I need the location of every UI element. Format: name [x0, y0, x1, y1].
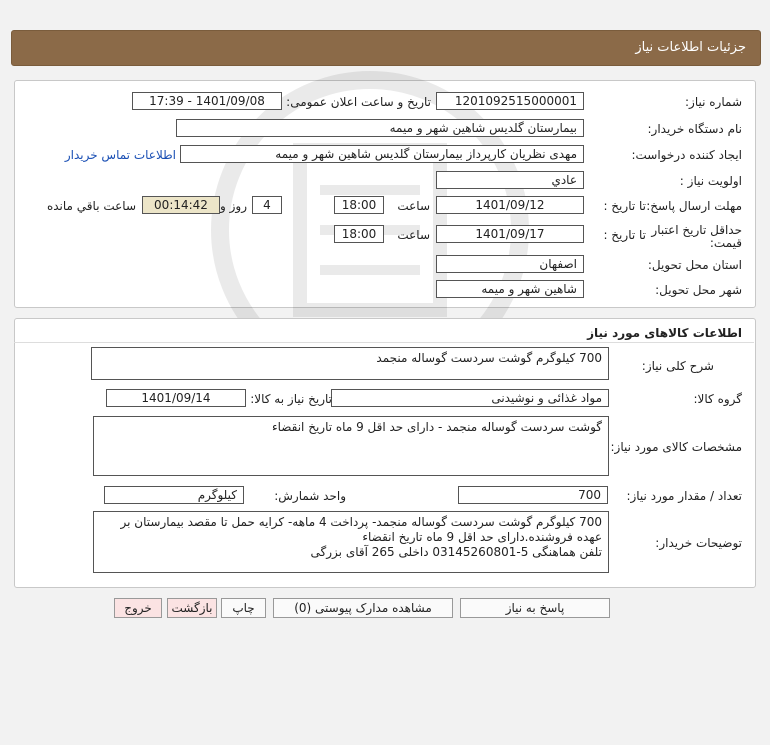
validity-to-date-label: تا تاریخ : [603, 228, 646, 242]
priority-field: عادي [436, 171, 584, 189]
view-attachments-button[interactable]: مشاهده مدارک پیوستی (0) [273, 598, 453, 618]
city-label: شهر محل تحویل: [655, 283, 742, 297]
remaining-time-label: ساعت باقي مانده [46, 199, 136, 213]
remaining-days-field: 4 [252, 196, 282, 214]
deadline-time-field: 18:00 [334, 196, 384, 214]
deadline-time-label: ساعت [397, 199, 430, 213]
page-title: جزئیات اطلاعات نیاز [635, 40, 746, 55]
goods-section-title: اطلاعات کالاهای مورد نیاز [587, 326, 742, 340]
announce-datetime-field: 1401/09/08 - 17:39 [132, 92, 282, 110]
goods-group-label: گروه کالا: [693, 392, 742, 406]
remaining-time-field: 00:14:42 [142, 196, 220, 214]
remaining-days-label: روز و [220, 199, 247, 213]
buyer-notes-label: توضیحات خریدار: [655, 536, 742, 550]
buyer-org-field: بیمارستان گلدیس شاهین شهر و میمه [176, 119, 584, 137]
price-validity-label: حداقل تاریخ اعتبار قیمت: [651, 223, 742, 250]
goods-group-field: مواد غذائی و نوشیدنی [331, 389, 609, 407]
goods-spec-label: مشخصات کالای مورد نیاز: [610, 440, 742, 454]
exit-button[interactable]: خروج [114, 598, 162, 618]
buyer-notes-field: 700 کیلوگرم گوشت سردست گوساله منجمد- پرداخت 4 ماهه- کرایه حمل تا مقصد بیمارستان بر عهده فروشنده.دارای حد اقل 9 ماه تاریخ انقضاء تلفن هماهنگی 5-03145260801 داخلی 265 آقای بزرگی [93, 511, 609, 573]
city-field: شاهین شهر و میمه [436, 280, 584, 298]
need-date-label: تاریخ نیاز به کالا: [250, 392, 332, 406]
unit-label: واحد شمارش: [274, 489, 346, 503]
need-number-field: 1201092515000001 [436, 92, 584, 110]
print-button[interactable]: چاپ [221, 598, 266, 618]
deadline-to-date-label: تا تاریخ : [603, 199, 646, 213]
page-header-bar [11, 30, 761, 66]
announce-datetime-label: تاریخ و ساعت اعلان عمومی: [286, 95, 431, 109]
back-button[interactable]: بازگشت [167, 598, 217, 618]
province-field: اصفهان [436, 255, 584, 273]
buyer-org-label: نام دستگاه خریدار: [647, 122, 742, 136]
priority-label: اولویت نیاز : [679, 174, 742, 188]
validity-time-field: 18:00 [334, 225, 384, 243]
need-details-panel [14, 80, 756, 308]
creator-field: مهدی نظریان کارپرداز بیمارستان گلدیس شاهین شهر و میمه [180, 145, 584, 163]
quantity-field: 700 [458, 486, 608, 504]
goods-spec-field: گوشت سردست گوساله منجمد - دارای حد اقل 9 ماه تاریخ انقضاء [93, 416, 609, 476]
quantity-label: تعداد / مقدار مورد نیاز: [626, 489, 742, 503]
deadline-label: مهلت ارسال پاسخ: [646, 199, 742, 213]
summary-label: شرح کلی نیاز: [641, 359, 714, 373]
need-date-field: 1401/09/14 [106, 389, 246, 407]
need-number-label: شماره نیاز: [685, 95, 742, 109]
validity-time-label: ساعت [397, 228, 430, 242]
province-label: استان محل تحویل: [647, 258, 742, 272]
validity-date-field: 1401/09/17 [436, 225, 584, 243]
section-divider [14, 342, 754, 343]
unit-field: کیلوگرم [104, 486, 244, 504]
buyer-contact-link[interactable]: اطلاعات تماس خریدار [64, 148, 176, 162]
summary-field: 700 کیلوگرم گوشت سردست گوساله منجمد [91, 347, 609, 380]
reply-button[interactable]: پاسخ به نیاز [460, 598, 610, 618]
deadline-date-field: 1401/09/12 [436, 196, 584, 214]
creator-label: ایجاد کننده درخواست: [631, 148, 742, 162]
